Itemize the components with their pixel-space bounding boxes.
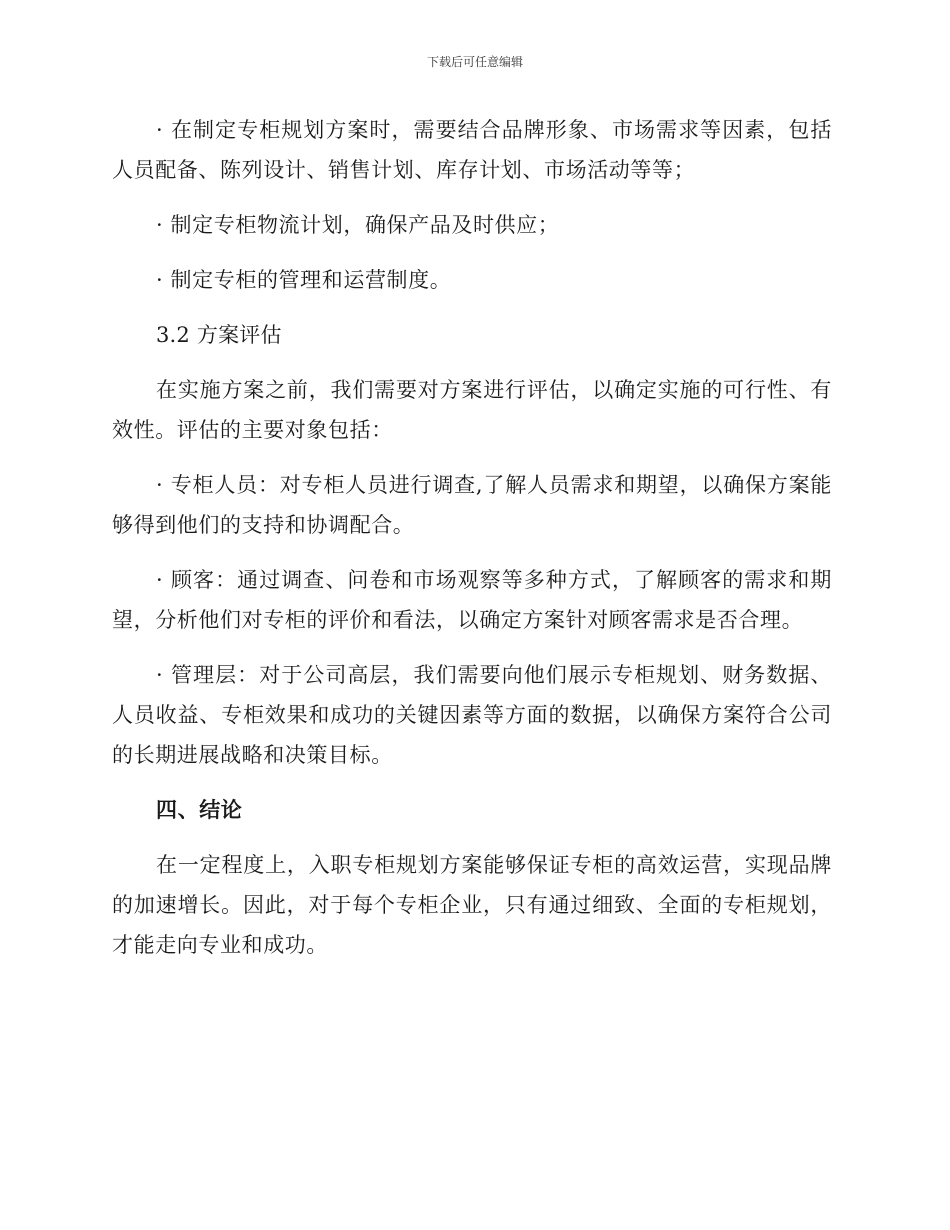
section-3-2-intro: 在实施方案之前，我们需要对方案进行评估，以确定实施的可行性、有效性。评估的主要对象包括： [112,378,832,442]
evaluation-item-management: · 管理层：对于公司高层，我们需要向他们展示专柜规划、财务数据、人员收益、专柜效果和成功的关键因素等方面的数据，以确保方案符合公司的长期进展战略和决策目标。 [112,663,832,767]
document-body [112,110,832,980]
section-3-2-title: 3.2 方案评估 [156,323,282,347]
bullet-paragraph: · 在制定专柜规划方案时，需要结合品牌形象、市场需求等因素，包括人员配备、陈列设计、销售计划、库存计划、市场活动等等； [112,118,832,182]
evaluation-item-customers: · 顾客：通过调查、问卷和市场观察等多种方式，了解顾客的需求和期望，分析他们对专柜的评价和看法，以确定方案针对顾客需求是否合理。 [112,568,832,632]
bullet-paragraph: · 制定专柜物流计划，确保产品及时供应； [156,213,560,237]
section-4-title: 四、结论 [156,797,243,822]
conclusion-paragraph: 在一定程度上，入职专柜规划方案能够保证专柜的高效运营，实现品牌的加速增长。因此，对于每个专柜企业，只有通过细致、全面的专柜规划，才能走向专业和成功。 [112,853,832,957]
bullet-paragraph: · 制定专柜的管理和运营制度。 [156,268,452,292]
evaluation-item-staff: · 专柜人员：对专柜人员进行调查,了解人员需求和期望，以确保方案能够得到他们的支持和协调配合。 [112,473,832,537]
header-note: 下载后可任意编辑 [426,55,523,69]
